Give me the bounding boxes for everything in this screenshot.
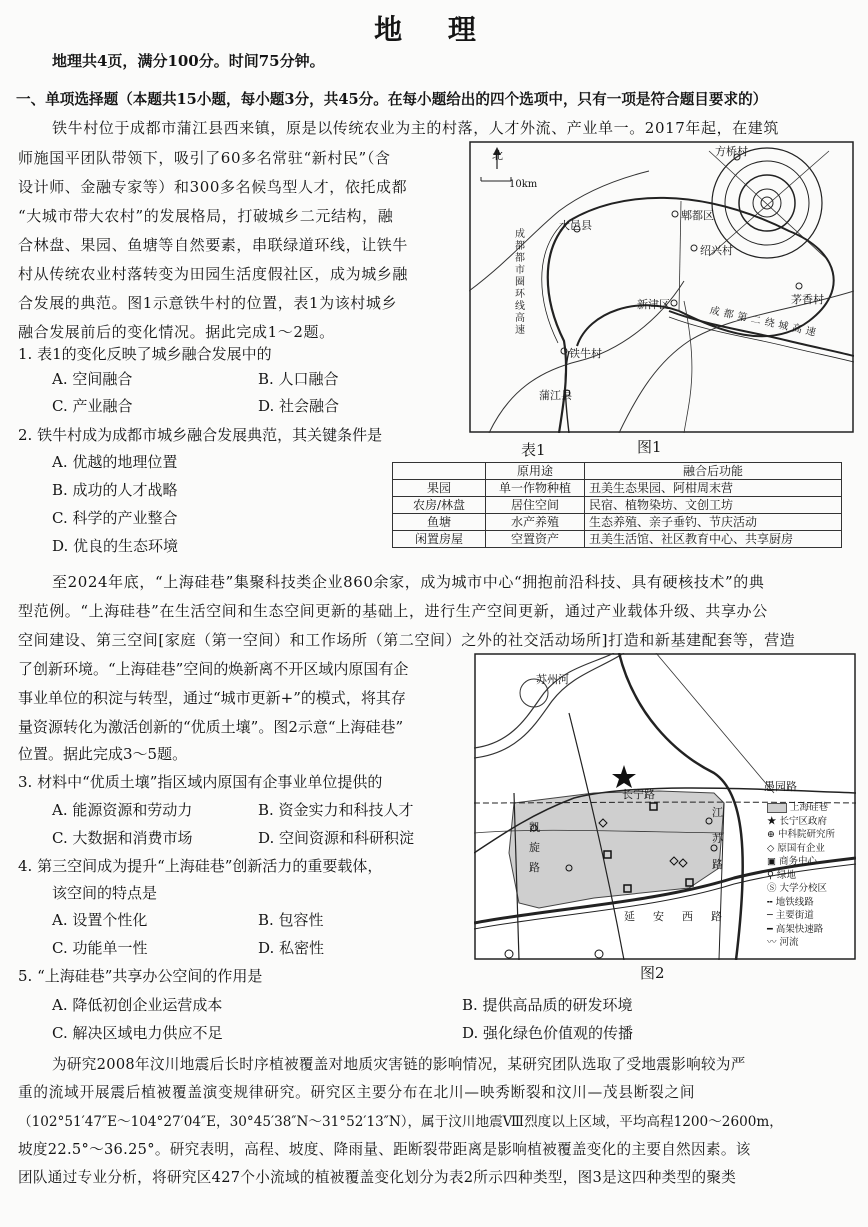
map-label-changning: 长宁路 bbox=[622, 788, 655, 801]
q1-option-b[interactable]: B. 人口融合 bbox=[258, 370, 339, 388]
table-header-cell bbox=[393, 463, 486, 480]
legend-item-metro: ╍ 地铁线路 bbox=[767, 896, 814, 908]
map-label-jiangsu: 江苏路 bbox=[712, 806, 723, 871]
map-label-xinjin: 新津区 bbox=[637, 298, 670, 311]
q4-option-b[interactable]: B. 包容性 bbox=[258, 911, 324, 929]
circled-plus-icon: ⊕ bbox=[767, 829, 775, 840]
q5-option-c[interactable]: C. 解决区域电力供应不足 bbox=[52, 1024, 223, 1042]
q2-option-d[interactable]: D. 优良的生态环境 bbox=[52, 537, 179, 555]
passage1-line: 合发展的典范。图1示意铁牛村的位置，表1为该村城乡 bbox=[18, 294, 398, 312]
q1-option-d[interactable]: D. 社会融合 bbox=[258, 397, 340, 415]
legend-item-cas: ⊕ 中科院研究所 bbox=[767, 829, 836, 840]
table-cell: 民宿、植物染坊、文创工坊 bbox=[585, 497, 842, 514]
map-label-yuyuan: 愚园路 bbox=[764, 780, 797, 793]
map-label-yanan: 延安西路 bbox=[624, 910, 740, 923]
table-cell: 果园 bbox=[393, 480, 486, 497]
figure-2-legend bbox=[767, 801, 853, 950]
page-title: 地 理 bbox=[374, 13, 494, 46]
q3-option-a[interactable]: A. 能源资源和劳动力 bbox=[52, 801, 193, 819]
map-label-ring-road: 成都都市圈环线高速 bbox=[515, 229, 525, 336]
table-cell: 空置资产 bbox=[486, 531, 585, 548]
passage3-line: 团队通过专业分析，将研究区427个小流域的植被覆盖变化划分为表2所示四种类型，图3是这四种类型的聚类 bbox=[18, 1169, 737, 1186]
table-cell: 丑美生态果园、阿柑周末营 bbox=[585, 480, 842, 497]
figure-2-caption: 图2 bbox=[640, 964, 665, 982]
line-dashed-icon: ╍ bbox=[767, 896, 773, 908]
table-row bbox=[393, 514, 842, 531]
map-label-pixian: 郫都区 bbox=[681, 209, 714, 222]
circled-letter-icon: Ⓢ bbox=[767, 883, 777, 894]
table-cell: 鱼塘 bbox=[393, 514, 486, 531]
table-1 bbox=[392, 462, 842, 548]
pin-icon: ⚲ bbox=[767, 869, 774, 881]
passage3-line: 坡度22.5°～36.25°。研究表明，高程、坡度、降雨量、距断裂带距离是影响植被覆盖变化的主要自然因素。该 bbox=[18, 1141, 751, 1158]
question-4-stem-cont: 该空间的特点是 bbox=[52, 884, 158, 902]
passage3-line: 重的流域开展震后植被覆盖演变规律研究。研究区主要分布在北川—映秀断裂和汶川—茂县断裂之间 bbox=[18, 1084, 696, 1101]
map-label-maoxiang: 茅香村 bbox=[791, 293, 824, 306]
q1-option-a[interactable]: A. 空间融合 bbox=[52, 370, 133, 388]
q2-option-c[interactable]: C. 科学的产业整合 bbox=[52, 509, 178, 527]
table-cell: 农房/林盘 bbox=[393, 497, 486, 514]
q5-option-b[interactable]: B. 提供高品质的研发环境 bbox=[462, 996, 633, 1014]
table-header-row bbox=[393, 463, 842, 480]
section-heading: 一、单项选择题（本题共15小题，每小题3分，共45分。在每小题给出的四个选项中，只有一项是符合题目要求的） bbox=[16, 91, 768, 108]
legend-item-business: ▣ 商务中心 bbox=[767, 856, 818, 867]
q2-option-b[interactable]: B. 成功的人才战略 bbox=[52, 481, 178, 499]
map-label-fangxiang: 方桥村 bbox=[715, 145, 748, 158]
table-cell: 丑美生活馆、社区教育中心、共享厨房 bbox=[585, 531, 842, 548]
table-1-caption: 表1 bbox=[521, 441, 546, 459]
passage2-line: 空间建设、第三空间[家庭（第一空间）和工作场所（第二空间）之外的社交活动场所]打造和新基建配套等，营造 bbox=[18, 631, 796, 649]
q5-option-a[interactable]: A. 降低初创企业运营成本 bbox=[52, 996, 223, 1014]
map-label-kaixuan: 凯旋路 bbox=[529, 821, 540, 874]
q5-option-d[interactable]: D. 强化绿色价值观的传播 bbox=[462, 1024, 634, 1042]
q2-option-a[interactable]: A. 优越的地理位置 bbox=[52, 453, 178, 471]
table-row bbox=[393, 497, 842, 514]
figure-1-caption: 图1 bbox=[637, 438, 662, 456]
passage2-line: 了创新环境。“上海硅巷”空间的焕新离不开区域内原国有企 bbox=[18, 660, 409, 678]
passage1-line: 铁牛村位于成都市蒲江县西来镇，原是以传统农业为主的村落，人才外流、产业单一。2017年起，在建筑 bbox=[52, 119, 779, 137]
passage1-line: 合林盘、果园、鱼塘等自然要素，串联绿道环线，让铁牛 bbox=[18, 236, 409, 254]
table-row bbox=[393, 480, 842, 497]
map-label-pujiang: 蒲江县 bbox=[539, 389, 572, 402]
square-icon: ▣ bbox=[767, 856, 776, 867]
passage2-line: 量资源转化为激活创新的“优质土壤”。图2示意“上海硅巷” bbox=[18, 718, 404, 736]
passage2-line: 位置。据此完成3～5题。 bbox=[18, 745, 188, 763]
passage2-line: 型范例。“上海硅巷”在生活空间和生态空间更新的基础上，进行生产空间更新，通过产业载体升级、共享办公 bbox=[18, 602, 768, 620]
q3-option-c[interactable]: C. 大数据和消费市场 bbox=[52, 829, 193, 847]
map-label-shaoxing: 绍兴村 bbox=[700, 244, 733, 257]
legend-item-street: ─ 主要街道 bbox=[767, 910, 814, 921]
table-header-cell: 融合后功能 bbox=[585, 463, 842, 480]
question-3-stem: 3. 材料中“优质土壤”指区域内原国有企事业单位提供的 bbox=[18, 773, 383, 791]
passage1-line: 设计师、金融专家等）和300多名候鸟型人才，依托成都 bbox=[18, 178, 408, 196]
diamond-icon: ◇ bbox=[767, 842, 775, 854]
legend-item-university: Ⓢ 大学分校区 bbox=[767, 883, 828, 894]
table-cell: 居住空间 bbox=[486, 497, 585, 514]
legend-item-gov: ★ 长宁区政府 bbox=[767, 815, 828, 827]
table-row bbox=[393, 531, 842, 548]
figure-2-map bbox=[474, 653, 856, 960]
passage1-line: 村从传统农业村落转变为田园生活度假社区，成为城乡融 bbox=[18, 265, 409, 283]
table-cell: 单一作物种植 bbox=[486, 480, 585, 497]
question-1-stem: 1. 表1的变化反映了城乡融合发展中的 bbox=[18, 345, 272, 363]
question-4-stem: 4. 第三空间成为提升“上海硅巷”创新活力的重要载体， bbox=[18, 857, 383, 875]
q3-option-b[interactable]: B. 资金实力和科技人才 bbox=[258, 801, 414, 819]
legend-item-elevated: ━ 高架快速路 bbox=[767, 923, 824, 935]
exam-intro: 地理共4页，满分100分。时间75分钟。 bbox=[52, 52, 325, 70]
passage3-line: 为研究2008年汶川地震后长时序植被覆盖对地质灾害链的影响情况，某研究团队选取了受地震影响较为严 bbox=[52, 1056, 746, 1073]
legend-item-green: ⚲ 绿地 bbox=[767, 869, 797, 881]
q3-option-d[interactable]: D. 空间资源和科研积淀 bbox=[258, 829, 415, 847]
passage1-line: “大城市带大农村”的发展格局，打破城乡二元结构，融 bbox=[18, 207, 394, 225]
wave-icon: 〰 bbox=[767, 937, 777, 948]
line-thin-icon: ─ bbox=[767, 910, 773, 921]
table-header-cell: 原用途 bbox=[486, 463, 585, 480]
map-label-suzhou-river: 苏州河 bbox=[536, 673, 569, 686]
question-2-stem: 2. 铁牛村成为成都市城乡融合发展典范，其关键条件是 bbox=[18, 426, 383, 444]
legend-item-silicon-alley: 上海硅巷 bbox=[767, 801, 853, 815]
north-label: 北 bbox=[492, 149, 503, 162]
map-label-dayi: 大邑县 bbox=[559, 219, 592, 232]
q4-option-c[interactable]: C. 功能单一性 bbox=[52, 939, 148, 957]
map-label-tieniu: 铁牛村 bbox=[569, 347, 602, 360]
line-thick-icon: ━ bbox=[767, 923, 773, 935]
legend-item-soe: ◇ 原国有企业 bbox=[767, 842, 825, 854]
passage1-line: 融合发展前后的变化情况。据此完成1～2题。 bbox=[18, 323, 335, 341]
passage2-line: 至2024年底，“上海硅巷”集聚科技类企业860余家，成为城市中心“拥抱前沿科技、具有硬核技术”的典 bbox=[52, 573, 765, 591]
passage3-line: （102°51′47″E～104°27′04″E，30°45′38″N～31°52′13″N），属于汶川地震Ⅷ烈度以上区域，平均高程1200～2600m， bbox=[18, 1114, 783, 1130]
q4-option-d[interactable]: D. 私密性 bbox=[258, 939, 325, 957]
passage1-line: 师施国平团队带领下，吸引了60多名常驻“新村民”（含 bbox=[18, 149, 391, 167]
q1-option-c[interactable]: C. 产业融合 bbox=[52, 397, 133, 415]
q4-option-a[interactable]: A. 设置个性化 bbox=[52, 911, 148, 929]
star-icon: ★ bbox=[767, 815, 777, 827]
scale-label: 10km bbox=[509, 179, 538, 190]
table-cell: 水产养殖 bbox=[486, 514, 585, 531]
table-cell: 闲置房屋 bbox=[393, 531, 486, 548]
map-label-second-ring: 成都第二绕城高速 bbox=[708, 305, 821, 340]
question-5-stem: 5. “上海硅巷”共享办公空间的作用是 bbox=[18, 967, 263, 985]
passage2-line: 事业单位的积淀与转型，通过“城市更新+”的模式，将其存 bbox=[18, 689, 406, 707]
figure-1-map bbox=[469, 141, 854, 433]
table-cell: 生态养殖、亲子垂钓、节庆活动 bbox=[585, 514, 842, 531]
legend-item-river: 〰 河流 bbox=[767, 937, 799, 948]
